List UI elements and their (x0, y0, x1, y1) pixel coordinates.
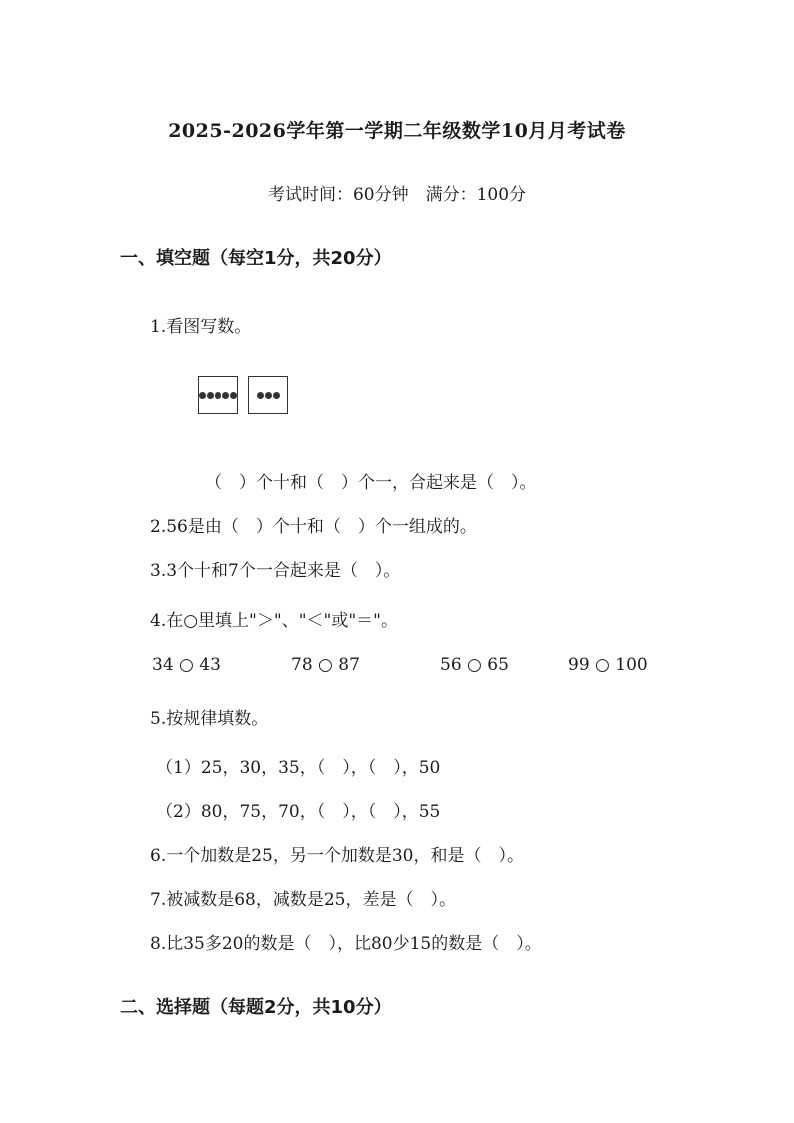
page-title: 2025-2026学年第一学期二年级数学10月月考试卷 (168, 120, 626, 142)
section-1-heading: 一、填空题（每空1分，共20分） (120, 248, 392, 269)
question-8: 8.比35多20的数是（ ），比80少15的数是（ ）。 (150, 934, 542, 954)
question-5-label: 5.按规律填数。 (150, 709, 269, 729)
bead (273, 392, 280, 399)
sequence-row: （1）25，30，35，（ ），（ ），50 (156, 758, 441, 778)
question-1-answer: （ ）个十和（ ）个一，合起来是（ ）。 (205, 473, 537, 493)
section-2-heading: 二、选择题（每题2分，共10分） (120, 997, 392, 1018)
question-1-label: 1.看图写数。 (150, 317, 252, 337)
bead-group-tens (198, 376, 238, 414)
comparison-item: 34 ○ 43 (152, 655, 221, 675)
comparison-item: 99 ○ 100 (568, 655, 648, 675)
bead (207, 392, 214, 399)
comparison-item: 56 ○ 65 (440, 655, 509, 675)
exam-info: 考试时间：60分钟 满分：100分 (267, 185, 527, 205)
bead (199, 392, 206, 399)
question-3: 3.3个十和7个一合起来是（ ）。 (150, 561, 401, 581)
sequence-row: （2）80，75，70，（ ），（ ），55 (156, 802, 441, 822)
comparison-item: 78 ○ 87 (291, 655, 360, 675)
bead (215, 392, 222, 399)
question-7: 7.被减数是68，减数是25，差是（ ）。 (150, 890, 456, 910)
question-6: 6.一个加数是25，另一个加数是30，和是（ ）。 (150, 846, 524, 866)
question-2: 2.56是由（ ）个十和（ ）个一组成的。 (150, 517, 477, 537)
question-4-label: 4.在○里填上"＞"、"＜"或"＝"。 (150, 611, 398, 631)
bead (265, 392, 272, 399)
bead (222, 392, 229, 399)
bead (230, 392, 237, 399)
bead-group-ones (248, 376, 288, 414)
bead (257, 392, 264, 399)
